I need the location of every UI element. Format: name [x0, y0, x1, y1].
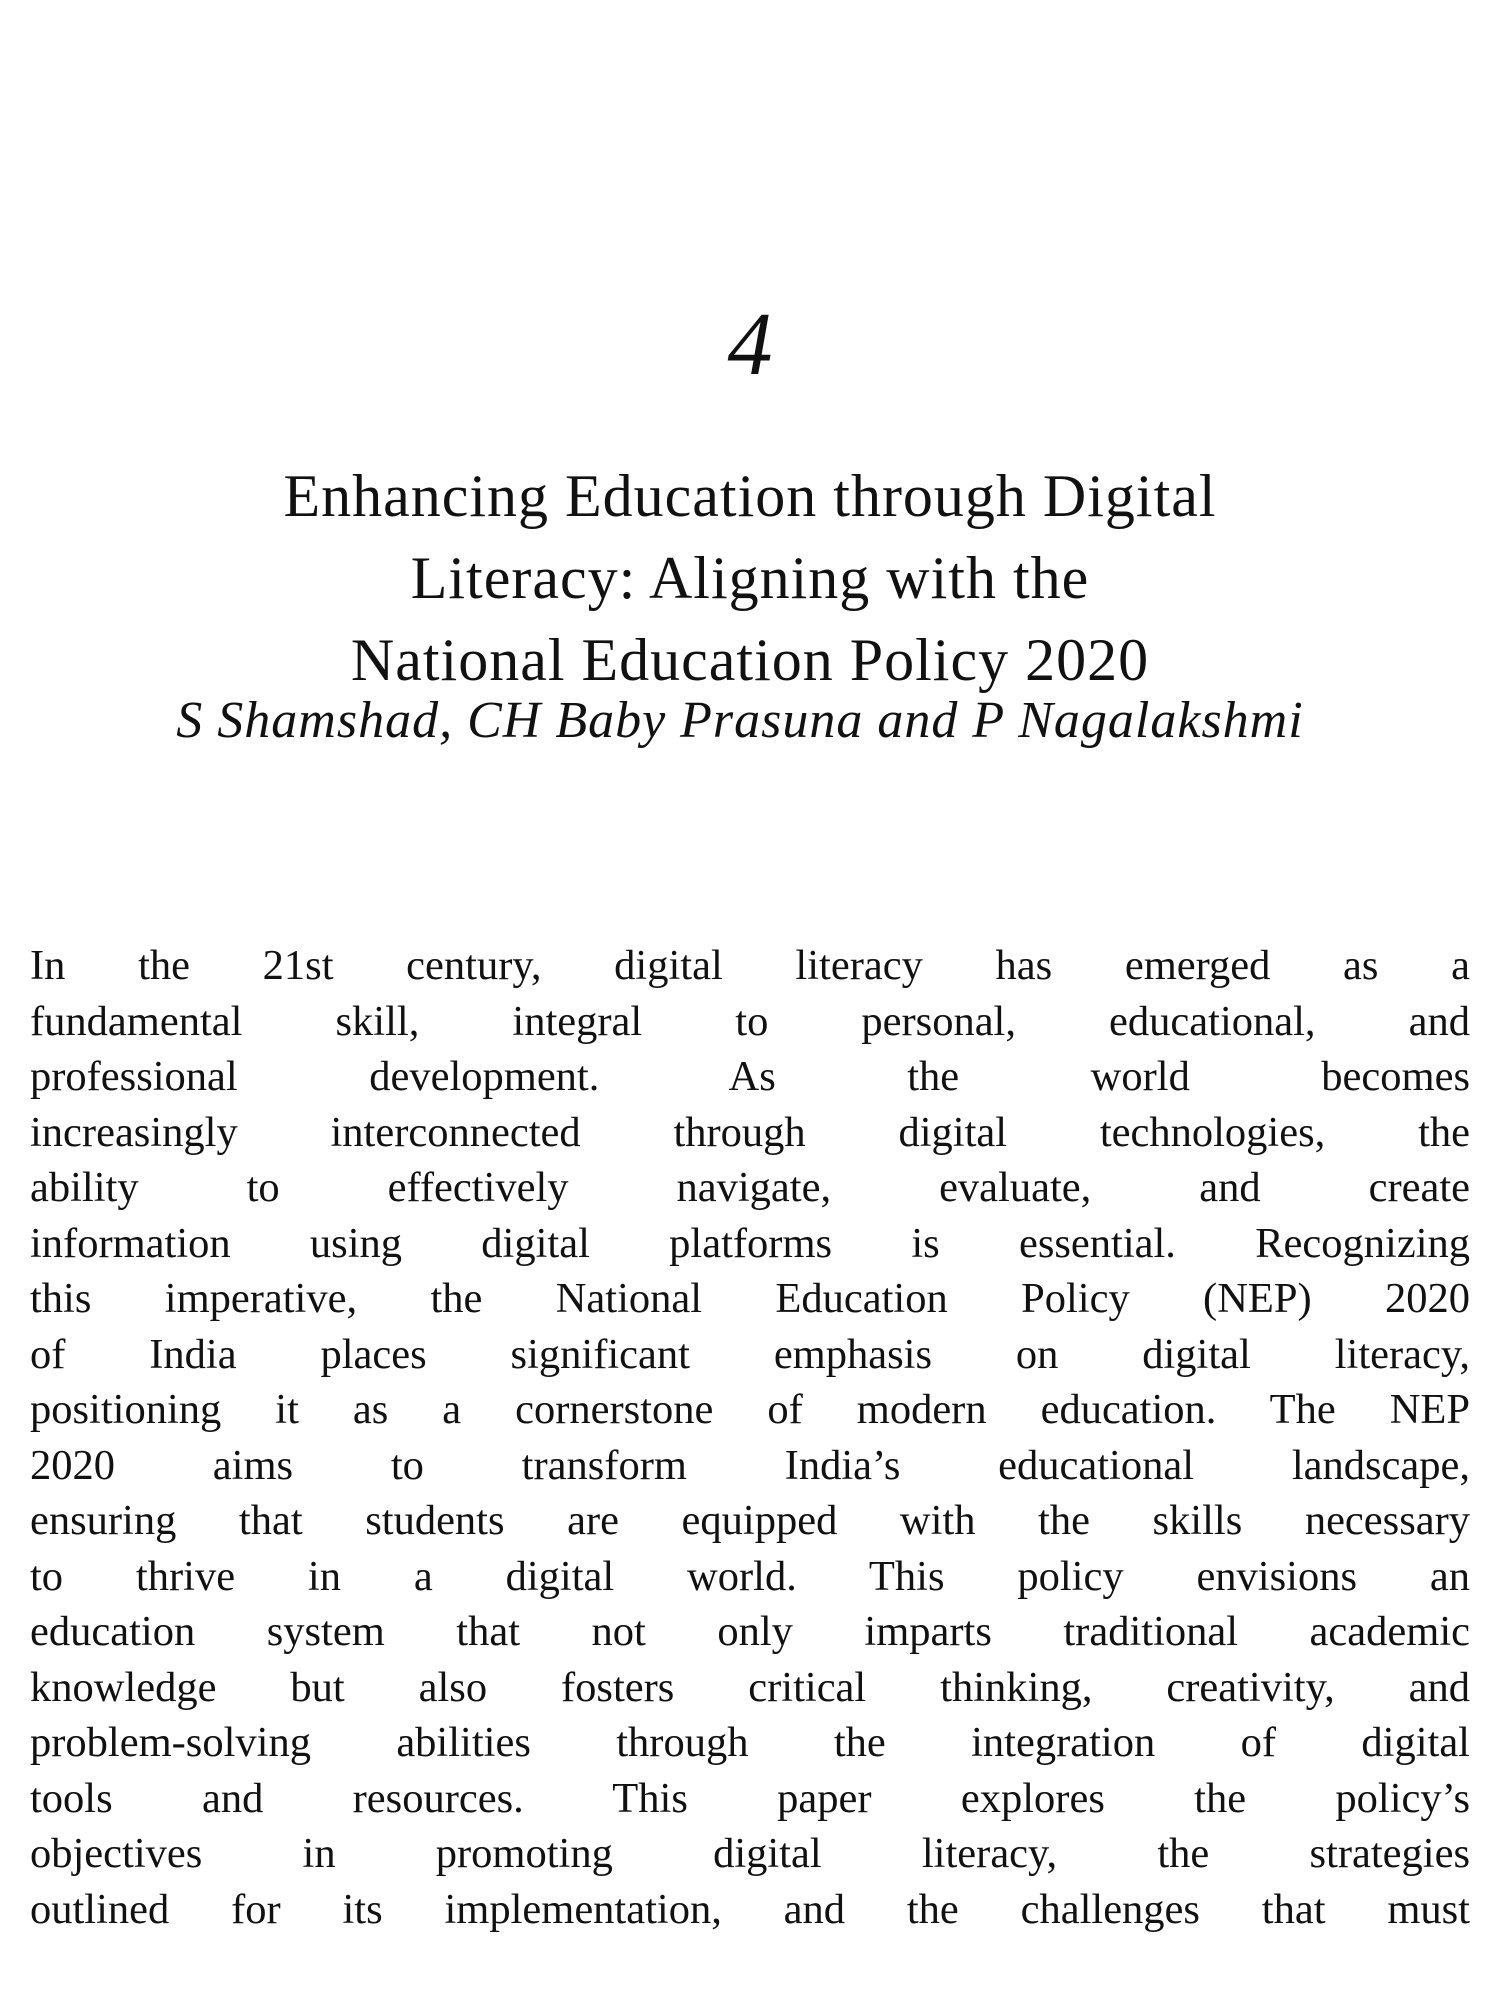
paragraph-line: positioning it as a cornerstone of modern education. The NEP: [30, 1386, 1470, 1433]
chapter-title-line: Enhancing Education through Digital: [283, 463, 1217, 529]
paragraph-line: 2020 aims to transform India’s educational landscape,: [30, 1441, 1470, 1489]
paragraph-line: fundamental skill, integral to personal, educational, and: [30, 997, 1470, 1045]
paragraph-line: of India places significant emphasis on digital literacy,: [30, 1330, 1470, 1378]
paragraph-line: professional development. As the world becomes: [30, 1053, 1470, 1100]
paragraph-line: ability to effectively navigate, evaluate, and create: [30, 1164, 1470, 1211]
paragraph-line: to thrive in a digital world. This policy envisions an: [30, 1552, 1470, 1600]
paragraph-line: problem-solving abilities through the integration of digital: [30, 1719, 1470, 1766]
paragraph-line: outlined for its implementation, and the challenges that must: [30, 1885, 1470, 1933]
chapter-title-line: Literacy: Aligning with the: [410, 545, 1090, 611]
paragraph-line: information using digital platforms is essential. Recognizing: [30, 1219, 1470, 1267]
paragraph-line: In the 21st century, digital literacy has emerged as a: [30, 942, 1470, 989]
chapter-number: 4: [727, 295, 773, 394]
paragraph-line: tools and resources. This paper explores the policy’s: [30, 1774, 1470, 1822]
paragraph-line: ensuring that students are equipped with the skills necessary: [30, 1497, 1470, 1544]
paragraph-line: increasingly interconnected through digital technologies, the: [30, 1108, 1470, 1156]
paragraph-line: this imperative, the National Education Policy (NEP) 2020: [30, 1275, 1470, 1322]
author-list: S Shamshad, CH Baby Prasuna and P Nagalakshmi: [176, 692, 1304, 749]
paragraph-line: knowledge but also fosters critical thinking, creativity, and: [30, 1663, 1470, 1711]
body-paragraph: [30, 938, 1470, 1937]
chapter-title-line: National Education Policy 2020: [350, 627, 1150, 693]
paragraph-line: objectives in promoting digital literacy, the strategies: [30, 1830, 1470, 1877]
chapter-title: [120, 455, 1380, 701]
paragraph-line: education system that not only imparts traditional academic: [30, 1608, 1470, 1655]
